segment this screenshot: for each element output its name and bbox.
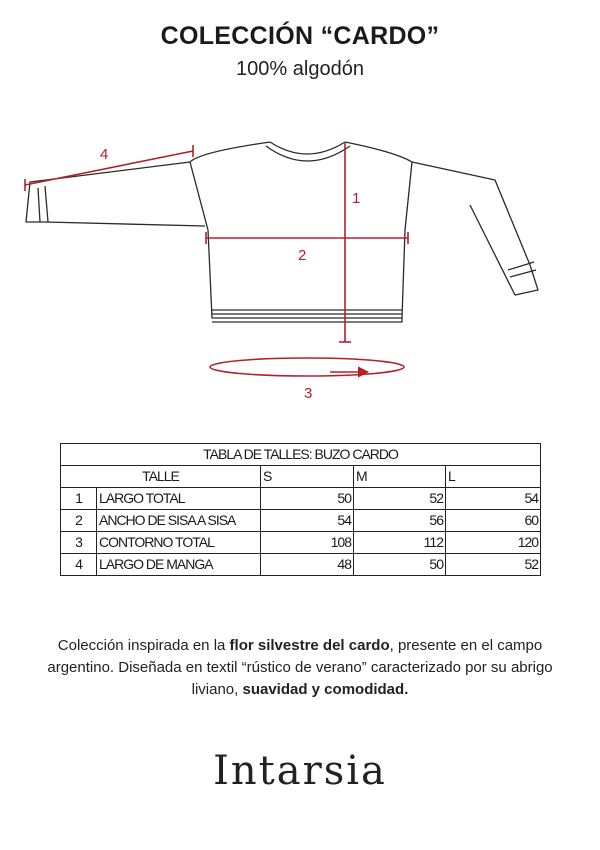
row-number: 1 [61,488,97,510]
cell-l: 54 [446,488,541,510]
header-size-s: S [261,466,354,488]
desc-text-1: Colección inspirada en la [57,637,230,654]
measure-labels [100,146,360,402]
cell-s: 108 [261,532,354,554]
label-4: 4 [100,146,109,163]
cell-s: 50 [261,488,354,510]
desc-text-2: , presente en el campo argentino. Diseñada en textil “rústico de verano” caracterizado por su abrigo liviano, [47,637,553,698]
cell-s: 54 [261,510,354,532]
label-3: 3 [304,385,313,402]
cell-m: 56 [354,510,446,532]
cell-s: 48 [261,554,354,576]
header-size-l: L [446,466,541,488]
row-label: ANCHO DE SISA A SISA [97,510,261,532]
sweater-diagram [0,110,600,420]
row-label: CONTORNO TOTAL [97,532,261,554]
table-header-row [61,466,541,488]
row-number: 4 [61,554,97,576]
size-table [60,443,541,576]
cell-m: 50 [354,554,446,576]
label-2: 2 [298,247,307,264]
header-talle: TALLE [61,466,261,488]
cell-m: 112 [354,532,446,554]
row-label: LARGO DE MANGA [97,554,261,576]
header-size-m: M [354,466,446,488]
row-number: 3 [61,532,97,554]
table-row [61,554,541,576]
cell-m: 52 [354,488,446,510]
label-1: 1 [352,190,361,207]
desc-bold-1: flor silvestre del cardo [229,637,390,654]
table-row [61,488,541,510]
row-number: 2 [61,510,97,532]
desc-bold-2: suavidad y comodidad. [242,681,409,698]
page-title: COLECCIÓN “CARDO” [160,22,440,50]
brand-logo: Intarsia [213,748,387,794]
collection-description [30,635,570,701]
measure-lines [25,142,408,376]
table-caption: TABLA DE TALLES: BUZO CARDO [61,444,541,466]
table-row [61,532,541,554]
table-row [61,510,541,532]
row-label: LARGO TOTAL [97,488,261,510]
cell-l: 52 [446,554,541,576]
cell-l: 120 [446,532,541,554]
page-subtitle: 100% algodón [236,58,364,80]
cell-l: 60 [446,510,541,532]
